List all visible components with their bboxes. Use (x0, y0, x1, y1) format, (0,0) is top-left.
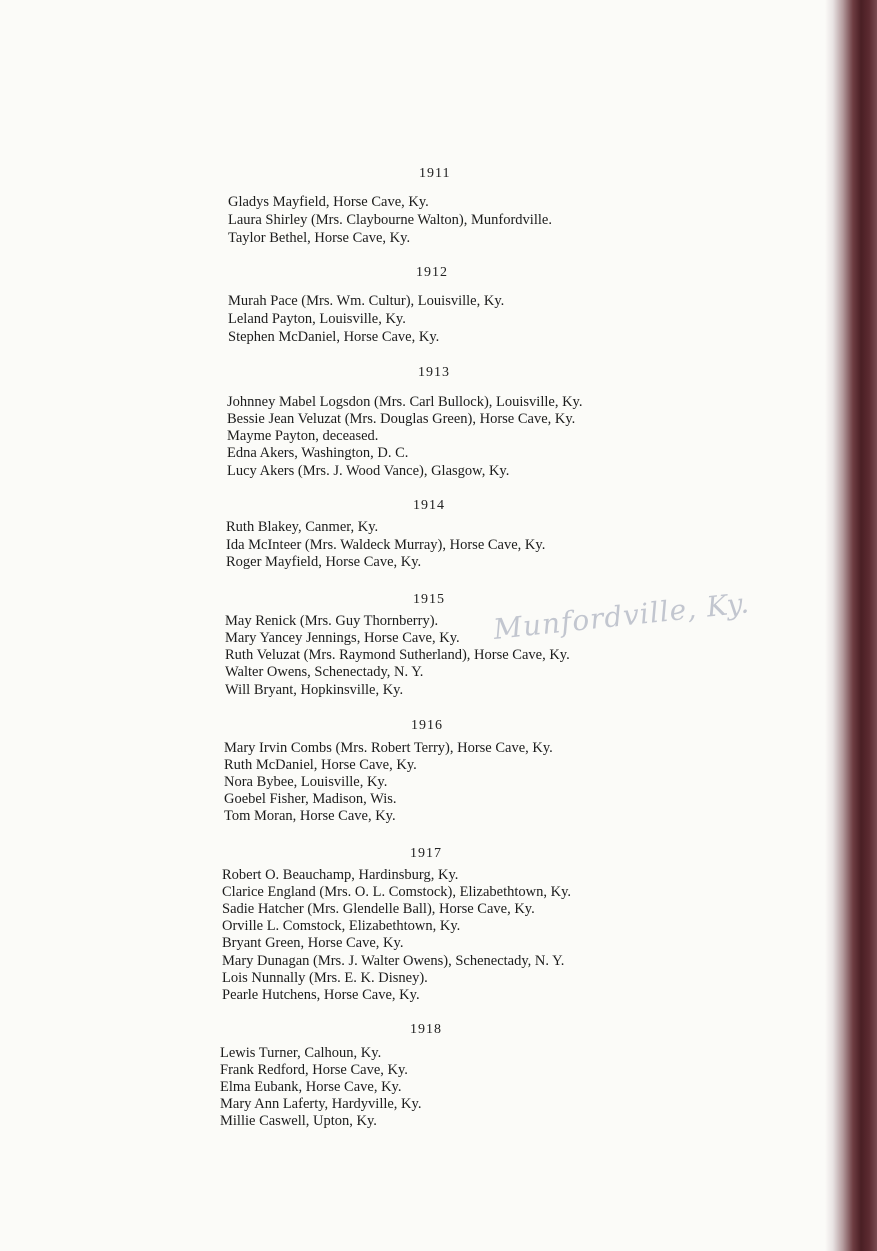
handwritten-annotation: Munfordville, Ky. (491, 586, 752, 646)
entry: Ruth Veluzat (Mrs. Raymond Sutherland), Horse Cave, Ky. (225, 647, 570, 663)
year-heading-1914: 1914 (413, 498, 445, 513)
entry: Walter Owens, Schenectady, N. Y. (225, 664, 424, 680)
entry: Sadie Hatcher (Mrs. Glendelle Ball), Horse Cave, Ky. (222, 901, 535, 917)
entry: Mayme Payton, deceased. (227, 428, 379, 444)
entry: Lois Nunnally (Mrs. E. K. Disney). (222, 970, 428, 986)
entry: Leland Payton, Louisville, Ky. (228, 311, 406, 327)
year-heading-1918: 1918 (410, 1022, 442, 1037)
entry: Lucy Akers (Mrs. J. Wood Vance), Glasgow, Ky. (227, 463, 510, 479)
entry: Goebel Fisher, Madison, Wis. (224, 791, 397, 807)
entry: Stephen McDaniel, Horse Cave, Ky. (228, 329, 440, 345)
entry: Will Bryant, Hopkinsville, Ky. (225, 682, 404, 698)
entry: Mary Ann Laferty, Hardyville, Ky. (220, 1096, 422, 1112)
entry: Orville L. Comstock, Elizabethtown, Ky. (222, 918, 461, 934)
entry: Lewis Turner, Calhoun, Ky. (220, 1045, 382, 1061)
entry: Ida McInteer (Mrs. Waldeck Murray), Horse Cave, Ky. (226, 537, 546, 553)
entry: Bessie Jean Veluzat (Mrs. Douglas Green), Horse Cave, Ky. (227, 411, 576, 427)
entry: Ruth McDaniel, Horse Cave, Ky. (224, 757, 417, 773)
book-binding-edge (825, 0, 877, 1251)
entry: Bryant Green, Horse Cave, Ky. (222, 935, 404, 951)
entry: Gladys Mayfield, Horse Cave, Ky. (228, 194, 429, 210)
year-heading-1916: 1916 (411, 718, 443, 733)
entry: Mary Dunagan (Mrs. J. Walter Owens), Schenectady, N. Y. (222, 953, 565, 969)
entry: Nora Bybee, Louisville, Ky. (224, 774, 388, 790)
entry: Taylor Bethel, Horse Cave, Ky. (228, 230, 411, 246)
entry: Johnney Mabel Logsdon (Mrs. Carl Bullock), Louisville, Ky. (227, 394, 583, 410)
entry: May Renick (Mrs. Guy Thornberry). (225, 613, 439, 629)
entry: Edna Akers, Washington, D. C. (227, 445, 409, 461)
year-heading-1915: 1915 (413, 592, 445, 607)
entry: Elma Eubank, Horse Cave, Ky. (220, 1079, 402, 1095)
entry: Murah Pace (Mrs. Wm. Cultur), Louisville, Ky. (228, 293, 505, 309)
entry: Laura Shirley (Mrs. Claybourne Walton), Munfordville. (228, 212, 552, 228)
entry: Clarice England (Mrs. O. L. Comstock), Elizabethtown, Ky. (222, 884, 571, 900)
entry: Mary Yancey Jennings, Horse Cave, Ky. (225, 630, 460, 646)
year-heading-1913: 1913 (418, 365, 450, 380)
entry: Millie Caswell, Upton, Ky. (220, 1113, 377, 1129)
year-heading-1911: 1911 (419, 166, 451, 181)
year-heading-1912: 1912 (416, 265, 448, 280)
year-heading-1917: 1917 (410, 846, 442, 861)
entry: Tom Moran, Horse Cave, Ky. (224, 808, 396, 824)
entry: Roger Mayfield, Horse Cave, Ky. (226, 554, 422, 570)
entry: Mary Irvin Combs (Mrs. Robert Terry), Horse Cave, Ky. (224, 740, 553, 756)
entry: Frank Redford, Horse Cave, Ky. (220, 1062, 408, 1078)
entry: Pearle Hutchens, Horse Cave, Ky. (222, 987, 420, 1003)
entry: Robert O. Beauchamp, Hardinsburg, Ky. (222, 867, 459, 883)
entry: Ruth Blakey, Canmer, Ky. (226, 519, 379, 535)
